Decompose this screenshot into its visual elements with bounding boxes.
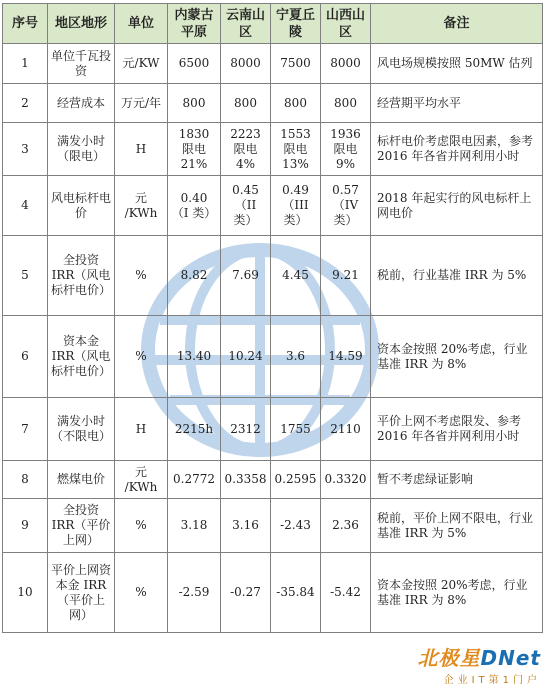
- brand-logo: [418, 642, 541, 686]
- cell-neimenggu: 800: [168, 84, 221, 123]
- cell-ningxia: 3.6: [271, 316, 321, 398]
- cell-region: 满发小时（不限电）: [48, 398, 115, 461]
- logo-net-text: DNet: [480, 646, 541, 670]
- cell-yunnan: 10.24: [221, 316, 271, 398]
- cell-ningxia: 4.45: [271, 236, 321, 316]
- cell-region: 风电标杆电价: [48, 176, 115, 236]
- cell-shanxi: 0.57 （IV 类）: [321, 176, 371, 236]
- cell-index: 7: [3, 398, 48, 461]
- table-row: [3, 176, 543, 236]
- cell-yunnan: 8000: [221, 44, 271, 84]
- header-row: [3, 4, 543, 44]
- cell-note: 资本金按照 20%考虑，行业基准 IRR 为 8%: [371, 553, 543, 633]
- table-row: [3, 461, 543, 499]
- cell-neimenggu: 13.40: [168, 316, 221, 398]
- table-row: [3, 499, 543, 553]
- table-row: [3, 236, 543, 316]
- cell-index: 1: [3, 44, 48, 84]
- cell-ningxia: -35.84: [271, 553, 321, 633]
- cell-shanxi: 9.21: [321, 236, 371, 316]
- logo-sub-text: 企业IT第1门户: [443, 675, 541, 686]
- cell-neimenggu: 8.82: [168, 236, 221, 316]
- cell-unit: 元 /KWh: [115, 461, 168, 499]
- col-header-shanxi: 山西山区: [321, 4, 371, 44]
- table-row: [3, 553, 543, 633]
- cell-note: 平价上网不考虑限发、参考 2016 年各省并网利用小时: [371, 398, 543, 461]
- cell-ningxia: 0.49 （III 类）: [271, 176, 321, 236]
- cell-unit: %: [115, 499, 168, 553]
- cell-note: 经营期平均水平: [371, 84, 543, 123]
- col-header-neimenggu: 内蒙古平原: [168, 4, 221, 44]
- cell-note: 风电场规模按照 50MW 估列: [371, 44, 543, 84]
- cell-shanxi: 14.59: [321, 316, 371, 398]
- cell-neimenggu: -2.59: [168, 553, 221, 633]
- cell-unit: %: [115, 316, 168, 398]
- cell-ningxia: 1553 限电 13%: [271, 123, 321, 176]
- cell-unit: %: [115, 553, 168, 633]
- cell-index: 2: [3, 84, 48, 123]
- cell-ningxia: -2.43: [271, 499, 321, 553]
- table-row: [3, 123, 543, 176]
- table-row: [3, 398, 543, 461]
- cell-yunnan: 0.45 （II 类）: [221, 176, 271, 236]
- cell-region: 燃煤电价: [48, 461, 115, 499]
- cell-shanxi: 2.36: [321, 499, 371, 553]
- cell-ningxia: 1755: [271, 398, 321, 461]
- cell-index: 4: [3, 176, 48, 236]
- logo-main-text: 北极星: [417, 646, 481, 670]
- cell-region: 全投资 IRR（平价上网）: [48, 499, 115, 553]
- cell-neimenggu: 6500: [168, 44, 221, 84]
- cell-index: 3: [3, 123, 48, 176]
- cell-index: 8: [3, 461, 48, 499]
- cell-shanxi: 8000: [321, 44, 371, 84]
- cell-unit: 元 /KWh: [115, 176, 168, 236]
- cell-index: 10: [3, 553, 48, 633]
- col-header-index: 序号: [3, 4, 48, 44]
- cell-note: 税前，行业基准 IRR 为 5%: [371, 236, 543, 316]
- cell-yunnan: 7.69: [221, 236, 271, 316]
- cell-yunnan: 2223 限电 4%: [221, 123, 271, 176]
- table-row: [3, 84, 543, 123]
- cell-neimenggu: 0.40 （I 类）: [168, 176, 221, 236]
- table-row: [3, 316, 543, 398]
- cell-yunnan: 0.3358: [221, 461, 271, 499]
- cell-region: 平价上网资本金 IRR（平价上网）: [48, 553, 115, 633]
- cell-unit: H: [115, 398, 168, 461]
- cell-note: 2018 年起实行的风电标杆上网电价: [371, 176, 543, 236]
- cell-neimenggu: 1830 限电 21%: [168, 123, 221, 176]
- col-header-unit: 单位: [115, 4, 168, 44]
- cell-yunnan: 2312: [221, 398, 271, 461]
- cell-region: 资本金 IRR（风电标杆电价）: [48, 316, 115, 398]
- cell-region: 满发小时（限电）: [48, 123, 115, 176]
- col-header-ningxia: 宁夏丘陵: [271, 4, 321, 44]
- data-table: [2, 3, 543, 633]
- cell-neimenggu: 3.18: [168, 499, 221, 553]
- cell-unit: %: [115, 236, 168, 316]
- cell-index: 9: [3, 499, 48, 553]
- cell-unit: 元/KW: [115, 44, 168, 84]
- cell-ningxia: 7500: [271, 44, 321, 84]
- cell-shanxi: 800: [321, 84, 371, 123]
- cell-region: 单位千瓦投资: [48, 44, 115, 84]
- cell-neimenggu: 0.2772: [168, 461, 221, 499]
- cell-unit: 万元/年: [115, 84, 168, 123]
- cell-shanxi: -5.42: [321, 553, 371, 633]
- cell-note: 税前，平价上网不限电，行业基准 IRR 为 5%: [371, 499, 543, 553]
- cell-yunnan: -0.27: [221, 553, 271, 633]
- col-header-yunnan: 云南山区: [221, 4, 271, 44]
- cell-region: 全投资 IRR（风电标杆电价）: [48, 236, 115, 316]
- cell-yunnan: 3.16: [221, 499, 271, 553]
- cell-yunnan: 800: [221, 84, 271, 123]
- cell-ningxia: 800: [271, 84, 321, 123]
- cell-index: 5: [3, 236, 48, 316]
- cell-ningxia: 0.2595: [271, 461, 321, 499]
- table-row: [3, 44, 543, 84]
- cell-note: 标杆电价考虑限电因素，参考 2016 年各省并网利用小时: [371, 123, 543, 176]
- cell-shanxi: 0.3320: [321, 461, 371, 499]
- cell-index: 6: [3, 316, 48, 398]
- cell-shanxi: 2110: [321, 398, 371, 461]
- cell-unit: H: [115, 123, 168, 176]
- cell-note: 暂不考虑绿证影响: [371, 461, 543, 499]
- cell-shanxi: 1936 限电 9%: [321, 123, 371, 176]
- cell-note: 资本金按照 20%考虑，行业基准 IRR 为 8%: [371, 316, 543, 398]
- col-header-notes: 备注: [371, 4, 543, 44]
- col-header-region: 地区地形: [48, 4, 115, 44]
- cell-region: 经营成本: [48, 84, 115, 123]
- cell-neimenggu: 2215h: [168, 398, 221, 461]
